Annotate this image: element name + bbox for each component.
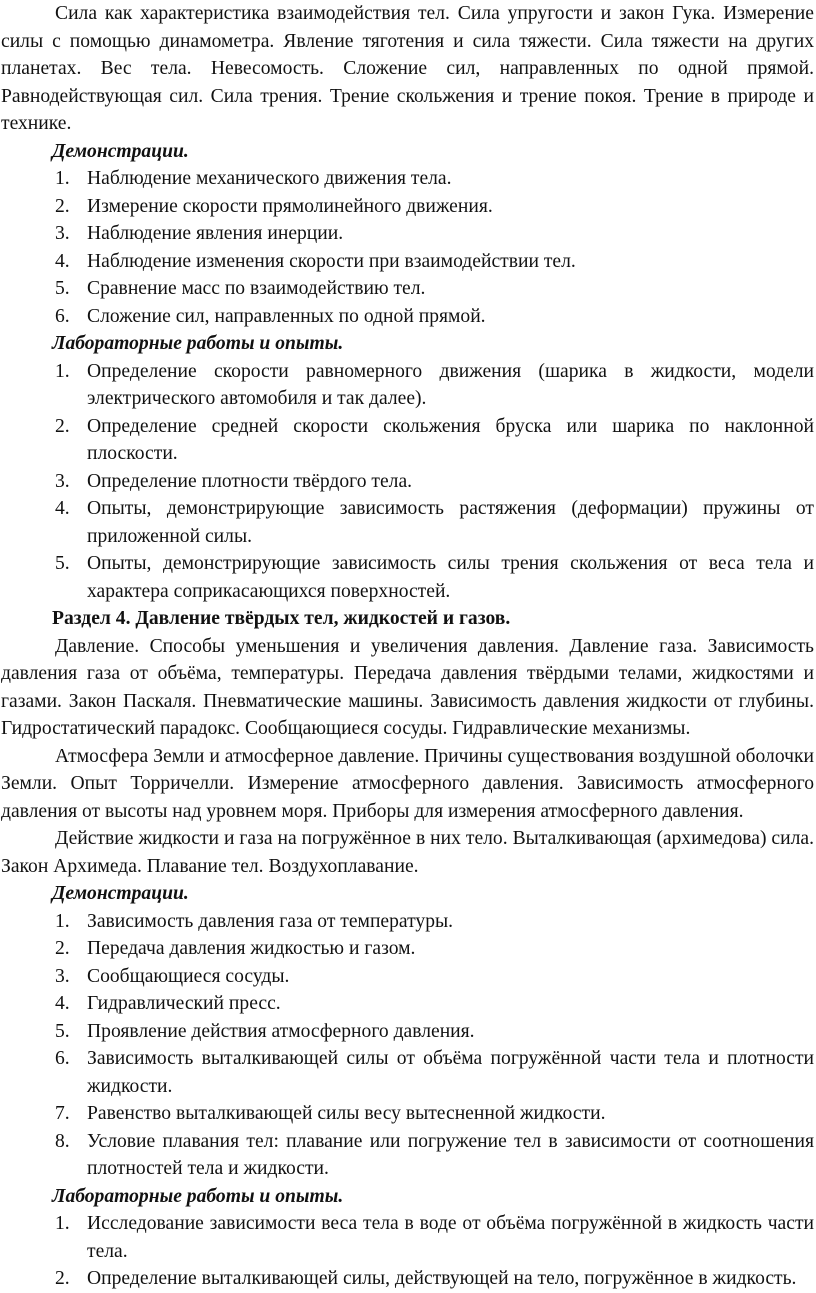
intro-paragraph: Сила как характеристика взаимодействия тел. Сила упругости и закон Гука. Измерение силы с помощью динамометра. Явление тяготения и сила тяжести. Сила тяжести на других планетах. Вес тела. Невесомость. Сложение сил, направленных по одной прямой. Равнодействующая сил. Сила трения. Трение скольжения и трение покоя. Трение в природе и технике. [1,3,814,134]
demos-1-heading: Демонстрации. [52,140,189,162]
demos-2-heading: Демонстрации. [52,883,189,904]
list-item-number: 3. [55,965,70,987]
list-item [1,1210,814,1265]
list-item-text: Зависимость выталкивающей силы от объёма погружённой части тела и плотности жидкости. [87,1048,814,1097]
list-item-text: Проявление действия атмосферного давления. [87,1020,475,1042]
list-item [1,550,814,605]
list-item [1,248,814,276]
list-item-number: 4. [55,250,70,272]
list-item [1,193,814,221]
list-item-number: 6. [55,305,70,327]
list-item-number: 2. [55,938,70,959]
list-item [1,468,814,496]
list-item-number: 2. [55,1268,70,1289]
list-item [1,1018,814,1046]
list-item-number: 5. [55,553,70,574]
list-item [1,1265,814,1293]
section-4-heading: Раздел 4. Давление твёрдых тел, жидкостей и газов. [52,608,511,629]
list-item [1,358,814,413]
demos-2-list [1,908,814,1183]
demos-1-list [1,165,814,330]
list-item-number: 4. [55,498,70,519]
list-item [1,1100,814,1128]
list-item-text: Сравнение масс по взаимодействию тел. [87,278,426,299]
list-item-number: 2. [55,195,70,217]
list-item-text: Исследование зависимости веса тела в воде от объёма погружённой в жидкость части тела. [87,1213,814,1262]
list-item-number: 1. [55,168,70,189]
list-item-text: Сложение сил, направленных по одной прямой. [87,305,486,327]
list-item-number: 3. [55,470,70,492]
list-item [1,935,814,963]
list-item-text: Передача давления жидкостью и газом. [87,938,416,959]
list-item-number: 5. [55,278,70,299]
labs-2-list [1,1210,814,1293]
list-item-number: 7. [55,1103,70,1124]
list-item [1,165,814,193]
list-item [1,1045,814,1100]
list-item-text: Опыты, демонстрирующие зависимость силы трения скольжения от веса тела и характера соприкасающихся поверхностей. [87,553,814,602]
section-4-paragraph: Атмосфера Земли и атмосферное давление. Причины существования воздушной оболочки Земли. Опыт Торричелли. Измерение атмосферного давления. Зависимость атмосферного давления от высоты над уровнем моря. Приборы для измерения атмосферного давления. [1,745,814,822]
list-item-number: 3. [55,223,70,244]
list-item-text: Наблюдение механического движения тела. [87,168,452,189]
list-item [1,220,814,248]
list-item-number: 5. [55,1020,70,1042]
list-item [1,1128,814,1183]
list-item [1,275,814,303]
list-item [1,303,814,331]
list-item-number: 1. [55,1213,70,1234]
list-item [1,495,814,550]
list-item-text: Наблюдение явления инерции. [87,223,344,244]
list-item [1,990,814,1018]
list-item-number: 1. [55,360,70,382]
list-item-text: Гидравлический пресс. [87,993,281,1014]
list-item-number: 8. [55,1130,70,1152]
list-item-text: Сообщающиеся сосуды. [87,965,290,987]
list-item-text: Опыты, демонстрирующие зависимость растяжения (деформации) пружины от приложенной силы. [87,498,814,547]
list-item [1,963,814,991]
labs-1-list [1,358,814,606]
section-4-paragraph: Давление. Способы уменьшения и увеличения давления. Давление газа. Зависимость давления газа от объёма, температуры. Передача давления твёрдыми телами, жидкостями и газами. Закон Паскаля. Пневматические машины. Зависимость давления жидкости от глубины. Гидростатический парадокс. Сообщающиеся сосуды. Гидравлические механизмы. [1,635,814,739]
section-4-paragraph: Действие жидкости и газа на погружённое в них тело. Выталкивающая (архимедова) сила. Закон Архимеда. Плавание тел. Воздухоплавание. [1,828,814,877]
list-item-number: 6. [55,1048,70,1069]
list-item-text: Равенство выталкивающей силы весу вытесненной жидкости. [87,1103,606,1124]
labs-2-heading: Лабораторные работы и опыты. [52,1185,344,1207]
labs-1-heading: Лабораторные работы и опыты. [52,333,344,354]
list-item-text: Определение плотности твёрдого тела. [87,470,413,492]
list-item [1,908,814,936]
list-item [1,413,814,468]
list-item-text: Измерение скорости прямолинейного движения. [87,195,493,217]
list-item-text: Определение выталкивающей силы, действующей на тело, погружённое в жидкость. [87,1268,797,1289]
list-item-text: Условие плавания тел: плавание или погружение тел в зависимости от соотношения плотностей тела и жидкости. [87,1130,814,1179]
list-item-text: Наблюдение изменения скорости при взаимодействии тел. [87,250,576,272]
list-item-number: 4. [55,993,70,1014]
list-item-text: Зависимость давления газа от температуры. [87,910,454,932]
list-item-text: Определение скорости равномерного движения (шарика в жидкости, модели электрического автомобиля и так далее). [87,360,814,409]
list-item-number: 1. [55,910,70,932]
list-item-number: 2. [55,415,70,437]
list-item-text: Определение средней скорости скольжения бруска или шарика по наклонной плоскости. [87,415,814,464]
